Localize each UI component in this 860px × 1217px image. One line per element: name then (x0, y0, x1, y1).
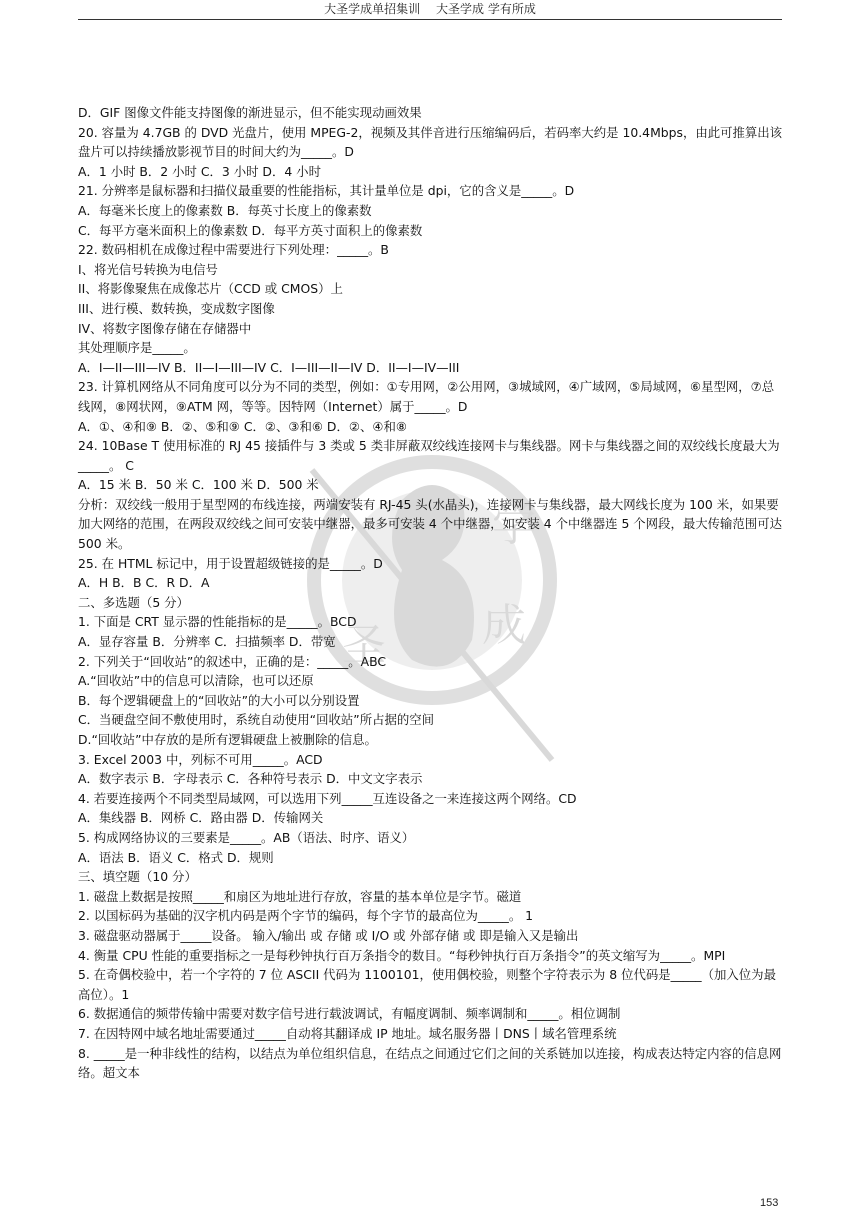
text-line: 5. 构成网络协议的三要素是_____。AB（语法、时序、语义） (78, 829, 415, 845)
text-line: A．语法 B．语义 C．格式 D．规则 (78, 849, 274, 865)
text-line: A．每毫米长度上的像素数 B．每英寸长度上的像素数 (78, 202, 372, 218)
text-line: 20. 容量为 4.7GB 的 DVD 光盘片，使用 MPEG-2，视频及其伴音进行压缩编码后，若码率大约是 10.4Mbps，由此可推算出该盘片可以持续播放影视节目的时间大约为_____。D (78, 124, 783, 160)
text-line: C．当硬盘空间不敷使用时，系统自动使用“回收站”所占据的空间 (78, 712, 435, 728)
text-line: A．集线器 B．网桥 C．路由器 D．传输网关 (78, 810, 324, 826)
text-line: A．①、④和⑨ B．②、⑤和⑨ C．②、③和⑥ D．②、④和⑧ (78, 418, 407, 434)
text-line: 22. 数码相机在成像过程中需要进行下列处理：_____。B (78, 242, 389, 258)
text-line: IV、将数字图像存储在存储器中 (78, 320, 252, 336)
text-line: 8. _____是一种非线性的结构，以结点为单位组织信息，在结点之间通过它们之间的关系链加以连接，构成表达特定内容的信息网络。超文本 (78, 1045, 782, 1081)
svg-text:成: 成 (482, 600, 526, 651)
text-line: II、将影像聚焦在成像芯片（CCD 或 CMOS）上 (78, 281, 343, 297)
text-line: A．1 小时 B．2 小时 C．3 小时 D．4 小时 (78, 163, 321, 179)
text-line: B．每个逻辑硬盘上的“回收站”的大小可以分别设置 (78, 692, 360, 708)
text-line: A．数字表示 B．字母表示 C．各种符号表示 D．中文文字表示 (78, 771, 423, 787)
text-line: 2. 以国标码为基础的汉字机内码是两个字节的编码，每个字节的最高位为_____。 1 (78, 908, 534, 924)
text-line: III、进行模、数转换，变成数字图像 (78, 300, 275, 316)
text-line: 4. 衡量 CPU 性能的重要指标之一是每秒钟执行百万条指令的数目。“每秒钟执行百万条指令”的英文缩写为_____。MPI (78, 947, 726, 963)
text-line: 3. Excel 2003 中，列标不可用_____。ACD (78, 751, 323, 767)
page-header (0, 0, 860, 20)
text-line: A．I—II—III—IV B．II—I—III—IV C．I—III—II—IV D．II—I—IV—III (78, 359, 460, 375)
text-line: 21. 分辨率是鼠标器和扫描仪最重要的性能指标，其计量单位是 dpi，它的含义是_____。D (78, 183, 575, 199)
header-divider (78, 19, 782, 20)
page-number: 153 (760, 1197, 779, 1209)
text-line: 1. 下面是 CRT 显示器的性能指标的是_____。BCD (78, 614, 357, 630)
section-heading: 二、多选题（5 分） (78, 594, 189, 610)
text-line: 7. 在因特网中域名地址需要通过_____自动将其翻译成 IP 地址。域名服务器丨DNS丨域名管理系统 (78, 1025, 617, 1041)
text-line: 2. 下列关于“回收站”的叙述中，正确的是：_____。ABC (78, 653, 387, 669)
text-line: 其处理顺序是_____。 (78, 340, 196, 356)
text-line: D.“回收站”中存放的是所有逻辑硬盘上被删除的信息。 (78, 732, 377, 747)
text-line: A．H B．B C．R D．A (78, 575, 210, 591)
text-line: D．GIF 图像文件能支持图像的渐进显示，但不能实现动画效果 (78, 105, 422, 120)
text-line: A．显存容量 B．分辨率 C．扫描频率 D．带宽 (78, 634, 336, 650)
text-line: A.“回收站”中的信息可以清除，也可以还原 (78, 673, 314, 689)
text-line: A．15 米 B．50 米 C．100 米 D．500 米 (78, 477, 319, 493)
text-line: 4. 若要连接两个不同类型局域网，可以选用下列_____互连设备之一来连接这两个网络。CD (78, 790, 577, 806)
text-line: 6. 数据通信的频带传输中需要对数字信号进行载波调试，有幅度调制、频率调制和_____。相位调制 (78, 1006, 621, 1022)
section-heading: 三、填空题（10 分） (78, 869, 197, 885)
text-line: I、将光信号转换为电信号 (78, 261, 218, 277)
text-line: C．每平方毫米面积上的像素数 D．每平方英寸面积上的像素数 (78, 222, 423, 238)
text-line: 23. 计算机网络从不同角度可以分为不同的类型，例如：①专用网，②公用网，③城域网，④广域网，⑤局域网，⑥星型网，⑦总线网，⑧网状网，⑨ATM 网，等等。因特网（Internet）属于_____。D (78, 379, 775, 414)
text-line: 25. 在 HTML 标记中，用于设置超级链接的是_____。D (78, 555, 383, 571)
svg-text:学: 学 (492, 500, 536, 551)
text-line: 分析：双绞线一般用于星型网的布线连接，两端安装有 RJ-45 头(水晶头)，连接网卡与集线器，最大网线长度为 100 米，如果要加大网络的范围，在两段双绞线之间可安装中继器，最多可安装 4 个中继器，如安装 4 个中继器连 5 个网段，最大传输范围可达 500 米。 (78, 496, 782, 552)
header-left-text: 大圣学成单招集训 (324, 2, 421, 16)
text-line: 3. 磁盘驱动器属于_____设备。 输入/输出 或 存储 或 I/O 或 外部存储 或 即是输入又是输出 (78, 927, 579, 943)
text-line: 24. 10Base T 使用标准的 RJ 45 接插件与 3 类或 5 类非屏蔽双绞线连接网卡与集线器。网卡与集线器之间的双绞线长度最大为_____。 C (78, 438, 780, 473)
document-body (78, 103, 783, 1083)
svg-text:圣: 圣 (342, 620, 386, 671)
text-line: 5. 在奇偶校验中，若一个字符的 7 位 ASCII 代码为 1100101，使用偶校验，则整个字符表示为 8 位代码是_____（加入位为最高位）。1 (78, 967, 776, 1002)
text-line: 1. 磁盘上数据是按照_____和扇区为地址进行存放，容量的基本单位是字节。磁道 (78, 888, 522, 904)
header-right-text: 大圣学成 学有所成 (436, 2, 536, 16)
